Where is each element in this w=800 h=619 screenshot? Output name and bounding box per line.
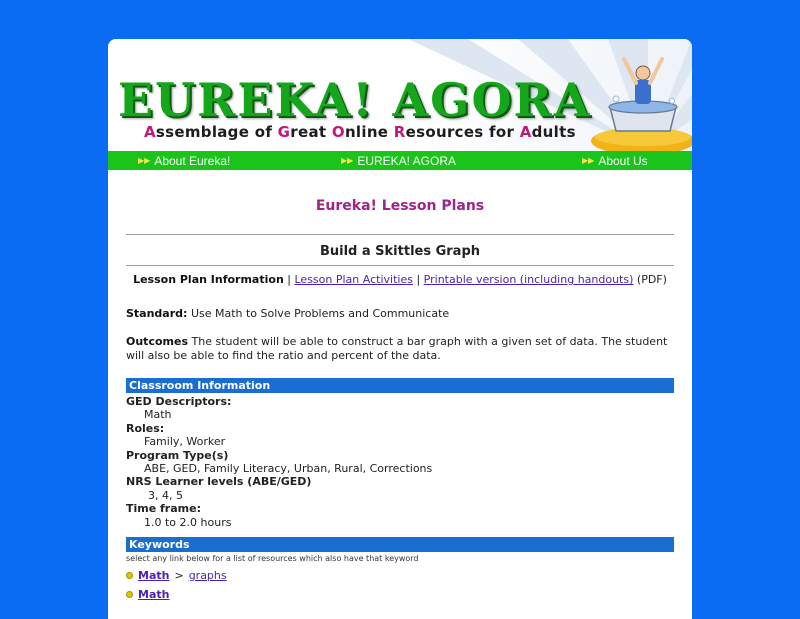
keywords-note: select any link below for a list of resources which also have that keyword (126, 554, 419, 564)
pdf-label: (PDF) (636, 273, 667, 286)
nav-eureka-agora[interactable]: ▶▶ EUREKA! AGORA (341, 153, 457, 168)
keyword-graphs-link[interactable]: graphs (188, 569, 227, 583)
nav-bullet-icon: ▶▶ (341, 156, 354, 165)
lesson-plan-title: Build a Skittles Graph (319, 244, 481, 259)
nav-about-eureka[interactable]: ▶▶ About Eureka! (138, 153, 231, 168)
nav-about-us[interactable]: ▶▶ About Us (582, 153, 648, 168)
keyword-item: Math > graphs (126, 569, 674, 582)
lesson-plan-links: Lesson Plan Information | Lesson Plan Activities | Printable version (including handouts) (PDF) (133, 273, 667, 286)
logo-title: EUREKA! AGORA (118, 73, 592, 127)
keyword-math-link[interactable]: Math (138, 569, 170, 583)
nav-bullet-icon: ▶▶ (138, 156, 151, 165)
keywords-header: Keywords (126, 537, 674, 552)
top-nav-bar (108, 151, 692, 170)
current-section-label: Lesson Plan Information (133, 273, 284, 286)
main-content (108, 198, 692, 601)
classroom-info-list: GED Descriptors: Math Roles: Family, Worker Program Type(s) ABE, GED, Family Literacy, Urban, Rural, Corrections NRS Learner levels (ABE/GED) 3, 4, 5 Time frame: 1.0 to 2.0 hours (126, 395, 433, 529)
activities-link[interactable]: Lesson Plan Activities (294, 273, 413, 286)
page-container (108, 39, 692, 619)
standard-text: Standard: Use Math to Solve Problems and Communicate (126, 307, 450, 320)
classroom-info-header: Classroom Information (126, 378, 674, 393)
bullet-icon (126, 572, 133, 579)
printable-version-link[interactable]: Printable version (including handouts) (423, 273, 634, 286)
outcomes-text: Outcomes The student will be able to construct a bar graph with a given set of data. The student will also be able to find the ratio and percent of the data. (126, 335, 668, 362)
bathtub-mascot-icon (588, 49, 692, 151)
page-title: Eureka! Lesson Plans (315, 198, 485, 214)
keyword-math-link[interactable]: Math (138, 588, 170, 602)
bullet-icon (126, 591, 133, 598)
site-banner (108, 39, 692, 151)
logo-subtitle: Assemblage of Great Online Resources for Adults (144, 123, 576, 141)
keyword-item (126, 588, 674, 601)
nav-bullet-icon: ▶▶ (582, 156, 595, 165)
